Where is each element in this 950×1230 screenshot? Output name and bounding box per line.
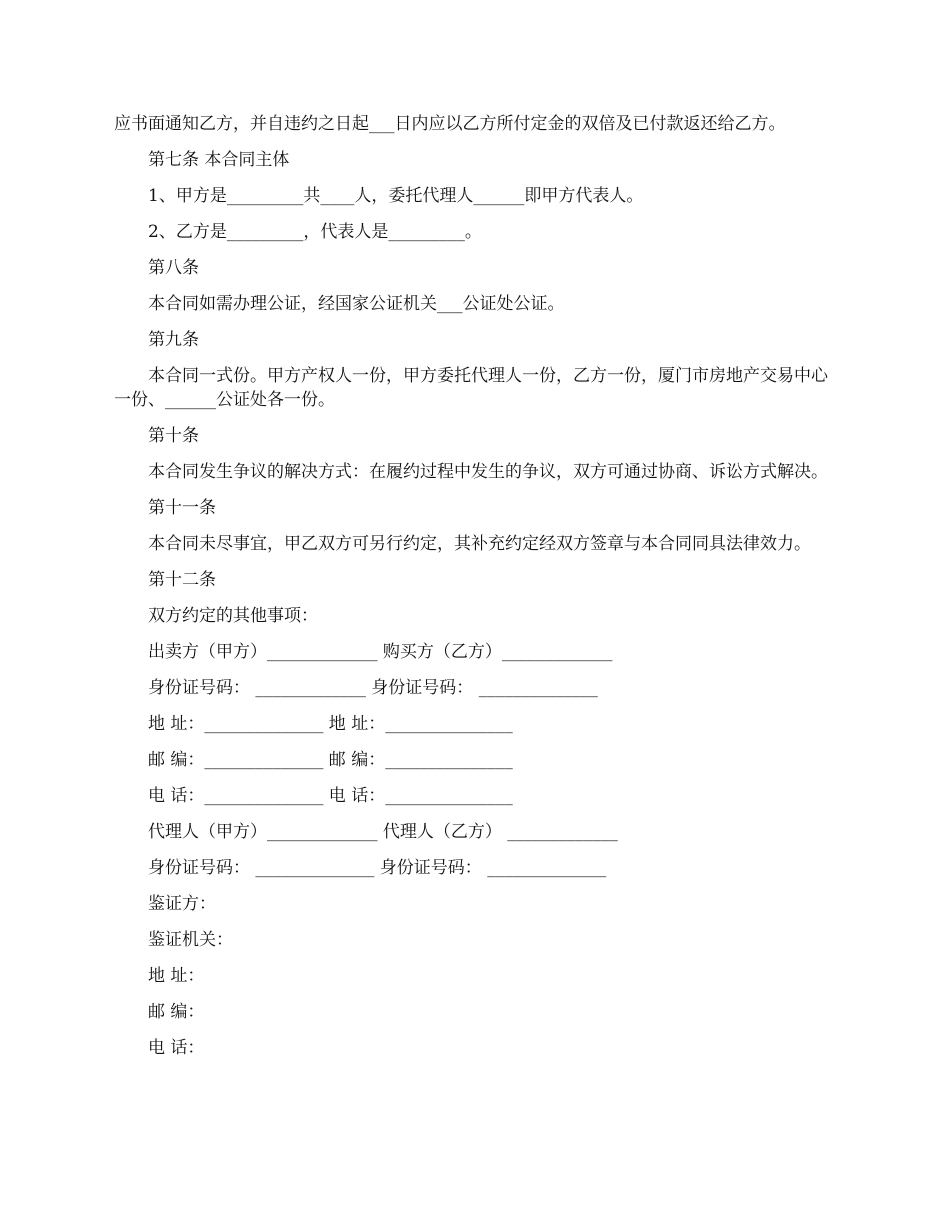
heading-article-12: 第十二条 xyxy=(148,570,216,590)
phone-line: 电 话：______________ 电 话：_______________ xyxy=(148,786,513,806)
paragraph-breach-refund: 应书面通知乙方，并自违约之日起___日内应以乙方所付定金的双倍及已付款返还给乙方。 xyxy=(114,114,786,134)
notarization-clause: 本合同如需办理公证，经国家公证机关___公证处公证。 xyxy=(148,294,565,314)
address-line: 地 址：______________ 地 址：_______________ xyxy=(148,714,513,734)
document-body xyxy=(114,112,844,1072)
id-number-line: 身份证号码： _____________ 身份证号码： ______________ xyxy=(148,678,598,698)
witness-postcode-line: 邮 编： xyxy=(148,1002,205,1022)
seller-buyer-signature-line: 出卖方（甲方）_____________ 购买方（乙方）_____________ xyxy=(148,642,613,662)
other-matters-line: 双方约定的其他事项： xyxy=(148,606,318,626)
witness-authority-line: 鉴证机关： xyxy=(148,930,233,950)
dispute-clause: 本合同发生争议的解决方式：在履约过程中发生的争议，双方可通过协商、诉讼方式解决。 xyxy=(148,462,828,482)
copies-clause: 本合同一式份。甲方产权人一份，甲方委托代理人一份，乙方一份，厦门市房地产交易中心一份、______公证处各一份。 xyxy=(114,366,828,410)
witness-party-line: 鉴证方： xyxy=(148,894,216,914)
agent-id-number-line: 身份证号码： ______________ 身份证号码： ______________ xyxy=(148,858,607,878)
witness-address-line: 地 址： xyxy=(148,966,205,986)
supplement-clause: 本合同未尽事宜，甲乙双方可另行约定，其补充约定经双方签章与本合同同具法律效力。 xyxy=(148,534,811,554)
party-b-line: 2、乙方是_________，代表人是_________。 xyxy=(148,222,482,242)
heading-article-8: 第八条 xyxy=(148,258,199,278)
agent-signature-line: 代理人（甲方）_____________ 代理人（乙方） _____________ xyxy=(148,822,618,842)
witness-phone-line: 电 话： xyxy=(148,1038,205,1058)
heading-article-7: 第七条 本合同主体 xyxy=(148,150,290,170)
party-a-line: 1、甲方是_________共____人，委托代理人______即甲方代表人。 xyxy=(148,186,644,206)
heading-article-11: 第十一条 xyxy=(148,498,216,518)
heading-article-9: 第九条 xyxy=(148,330,199,350)
heading-article-10: 第十条 xyxy=(148,426,199,446)
postcode-line: 邮 编：______________ 邮 编：_______________ xyxy=(148,750,513,770)
